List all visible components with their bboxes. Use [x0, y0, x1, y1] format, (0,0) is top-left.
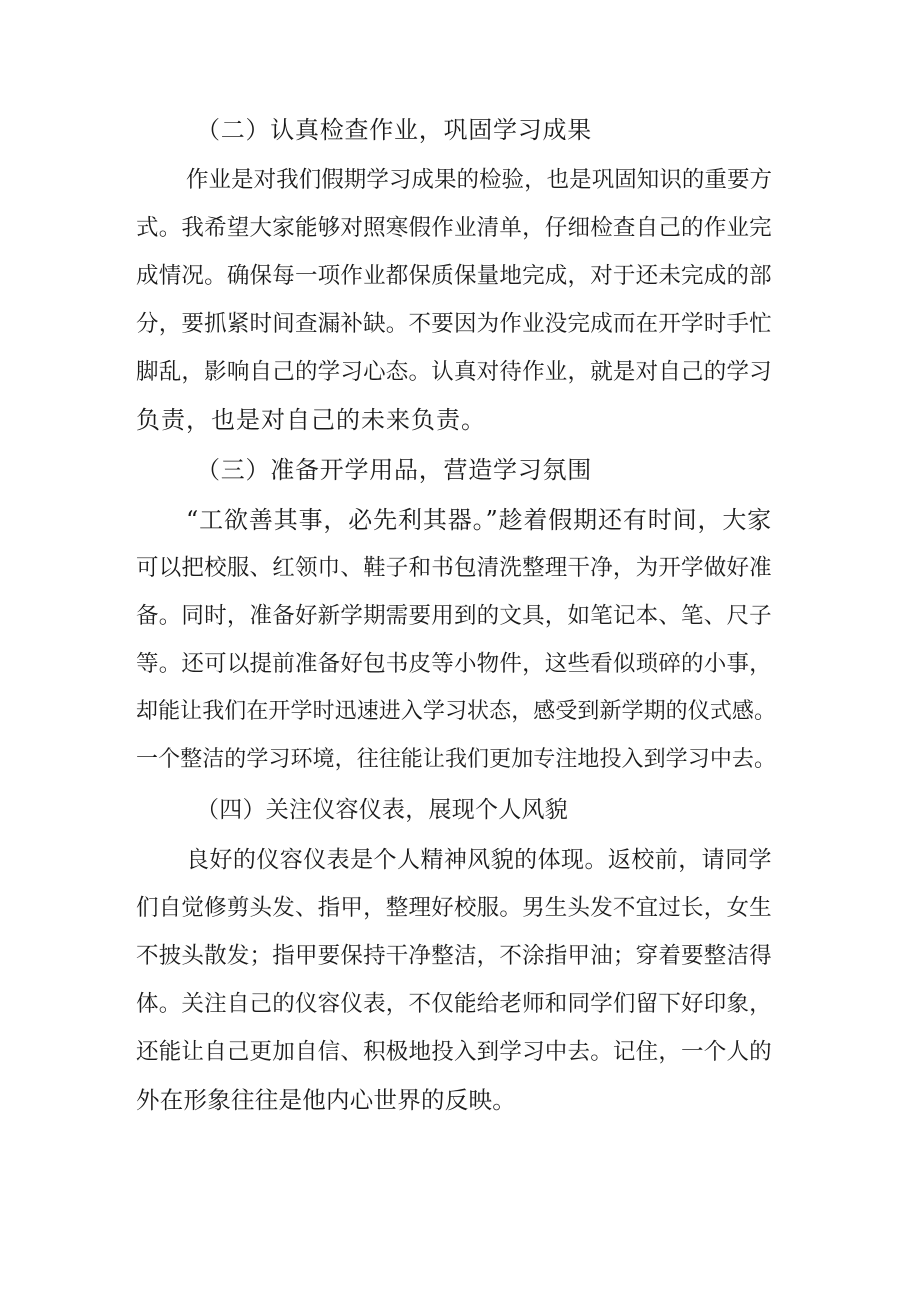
paragraph-line: 一个整洁的学习环境，往往能让我们更加专注地投入到学习中去。	[136, 747, 777, 772]
paragraph-line: 不披头散发；指甲要保持干净整洁，不涂指甲油；穿着要整洁得	[136, 943, 772, 969]
paragraph-line: 等。还可以提前准备好包书皮等小物件，这些看似琐碎的小事，	[136, 651, 772, 677]
paragraph-line: 式。我希望大家能够对照寒假作业清单，仔细检查自己的作业完	[136, 215, 772, 241]
paragraph-line: “工欲善其事，必先利其器。”趁着假期还有时间，大家	[186, 506, 773, 534]
paragraph-line: 外在形象往往是他内心世界的反映。	[136, 1086, 516, 1114]
paragraph-line: 成情况。确保每一项作业都保质保量地完成，对于还未完成的部	[136, 263, 772, 289]
paragraph-line: 们自觉修剪头发、指甲，整理好校服。男生头发不宜过长，女生	[136, 895, 772, 921]
section-heading: （四）关注仪容仪表，展现个人风貌	[196, 797, 568, 823]
paragraph-line: 负责，也是对自己的未来负责。	[136, 406, 486, 434]
paragraph-line: 备。同时，准备好新学期需要用到的文具，如笔记本、笔、尺子	[136, 603, 772, 629]
section-heading: （二）认真检查作业，巩固学习成果	[196, 116, 592, 144]
paragraph-line: 分，要抓紧时间查漏补缺。不要因为作业没完成而在开学时手忙	[136, 311, 772, 337]
paragraph-line: 可以把校服、红领巾、鞋子和书包清洗整理干净，为开学做好准	[136, 555, 772, 581]
paragraph-line: 良好的仪容仪表是个人精神风貌的体现。返校前，请同学	[186, 847, 772, 873]
paragraph-line: 还能让自己更加自信、积极地投入到学习中去。记住，一个人的	[136, 1039, 772, 1065]
paragraph-line: 却能让我们在开学时迅速进入学习状态，感受到新学期的仪式感。	[136, 699, 777, 724]
paragraph-line: 体。关注自己的仪容仪表，不仅能给老师和同学们留下好印象，	[136, 991, 772, 1017]
paragraph-line: 作业是对我们假期学习成果的检验，也是巩固知识的重要方	[186, 167, 773, 193]
paragraph-line: 脚乱，影响自己的学习心态。认真对待作业，就是对自己的学习	[136, 359, 772, 385]
section-heading: （三）准备开学用品，营造学习氛围	[196, 456, 592, 484]
